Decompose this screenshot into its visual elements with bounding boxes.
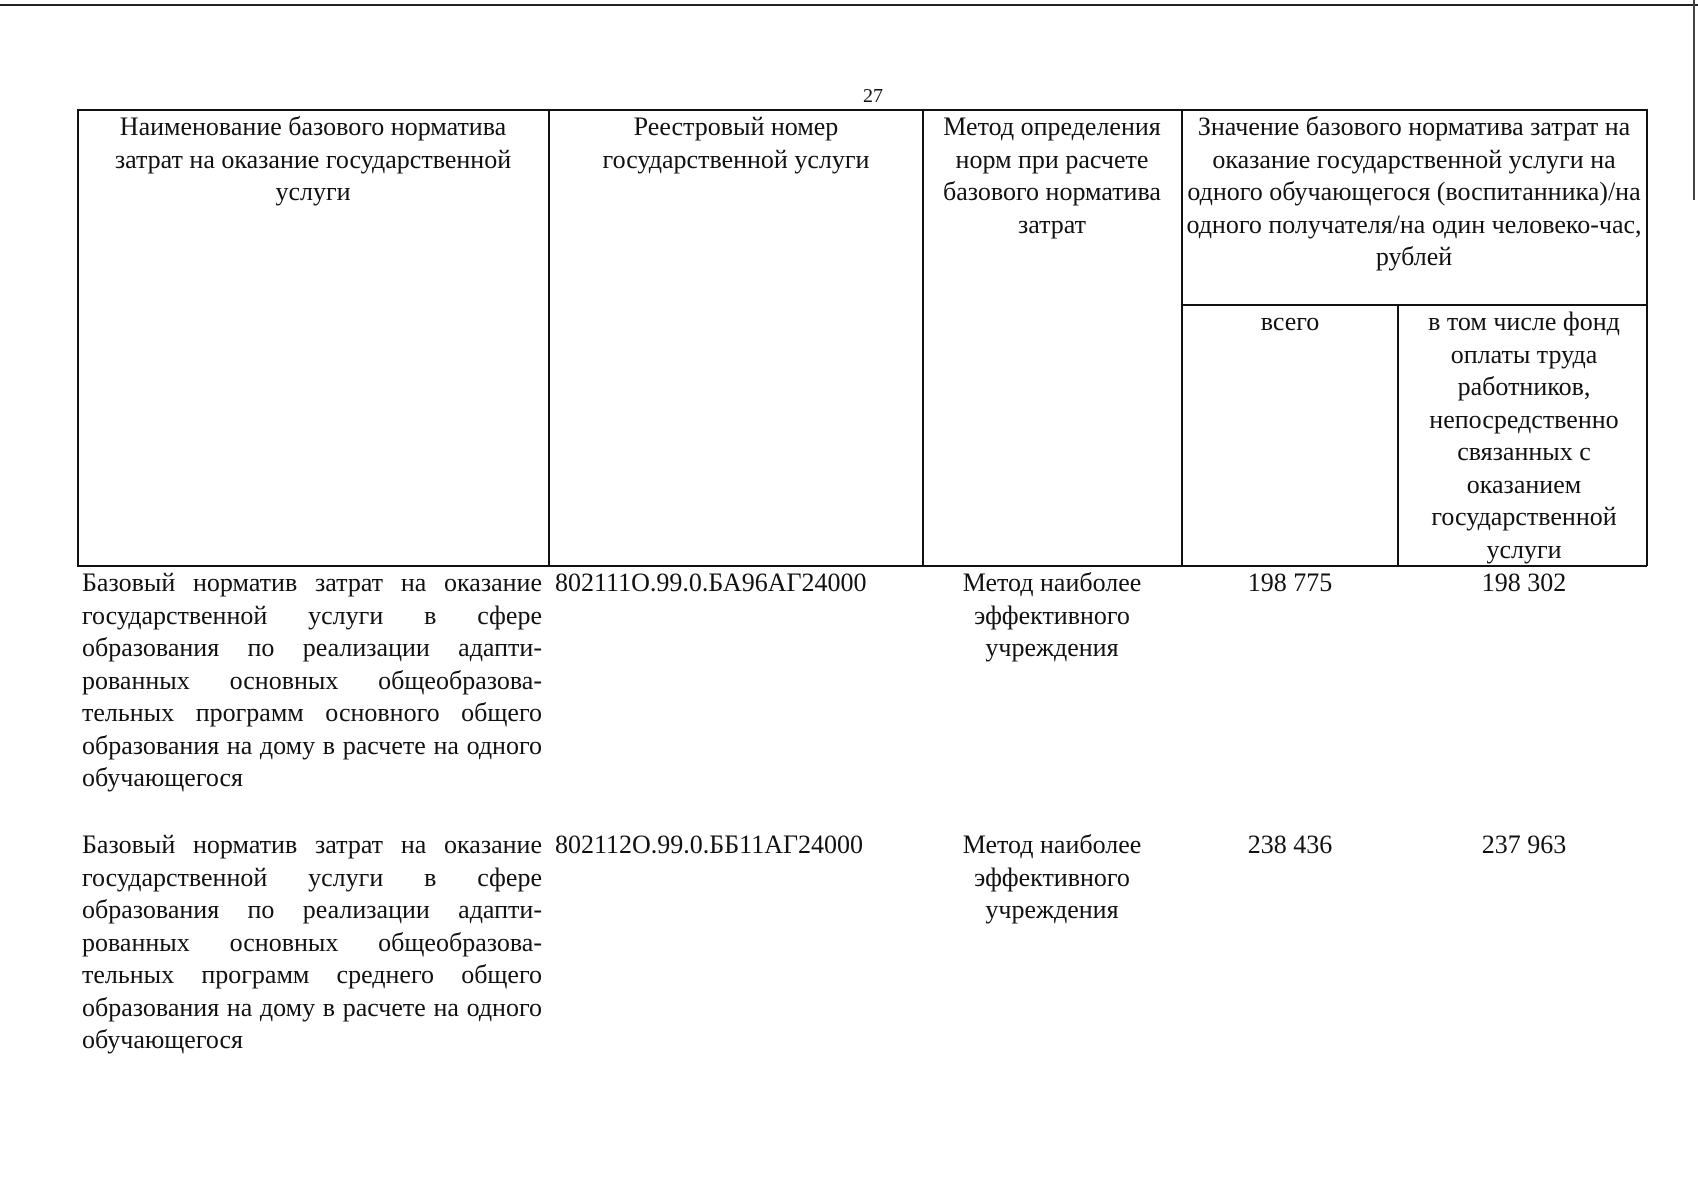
header-value: Значение базового норматива затрат на оказание государственной услуги на одного обучающегося (воспитанника)/на одного получателя/на один человеко-час, рублей (1186, 112, 1642, 271)
row-registry: 802111О.99.0.БА96АГ24000 (555, 568, 867, 597)
row-payroll: 198 302 (1481, 568, 1567, 597)
page-number: 27 (863, 85, 883, 107)
header-method: Метод определения норм при расчете базового норматива затрат (943, 112, 1161, 239)
row-method: Метод наиболее эффективного учреждения (962, 568, 1142, 662)
scan-top-border (0, 4, 1698, 6)
row-total: 198 775 (1247, 568, 1333, 597)
column-divider-3 (1181, 109, 1183, 566)
row-name: Базовый норматив затрат на оказание государственной услуги в сфере образования по реализации адаптированных основных общеобразовательных программ среднего общего образования на дому в расчете на одного обучающегося (82, 830, 542, 1054)
row-payroll: 237 963 (1481, 830, 1567, 859)
row-method: Метод наиболее эффективного учреждения (962, 830, 1142, 924)
column-divider-1 (548, 109, 550, 566)
header-payroll: в том числе фонд оплаты труда работников, непосредственно связанных с оказанием государственной услуги (1428, 307, 1620, 564)
table-left-border (77, 109, 79, 566)
header-registry: Реестровый номер государственной услуги (602, 112, 870, 174)
column-divider-2 (922, 109, 924, 566)
header-total: всего (1260, 307, 1320, 336)
scan-right-border (1693, 0, 1695, 200)
row-registry: 802112О.99.0.ББ11АГ24000 (555, 830, 864, 859)
row-name: Базовый норматив затрат на оказание государственной услуги в сфере образования по реализации адаптированных основных общеобразовательных программ основного общего образования на дому в расчете на одного обучающегося (82, 568, 542, 792)
header-name: Наименование базового норматива затрат на оказание государственной услуги (114, 112, 512, 206)
table-right-border (1646, 109, 1648, 566)
row-total: 238 436 (1247, 830, 1333, 859)
column-divider-4 (1397, 304, 1399, 566)
